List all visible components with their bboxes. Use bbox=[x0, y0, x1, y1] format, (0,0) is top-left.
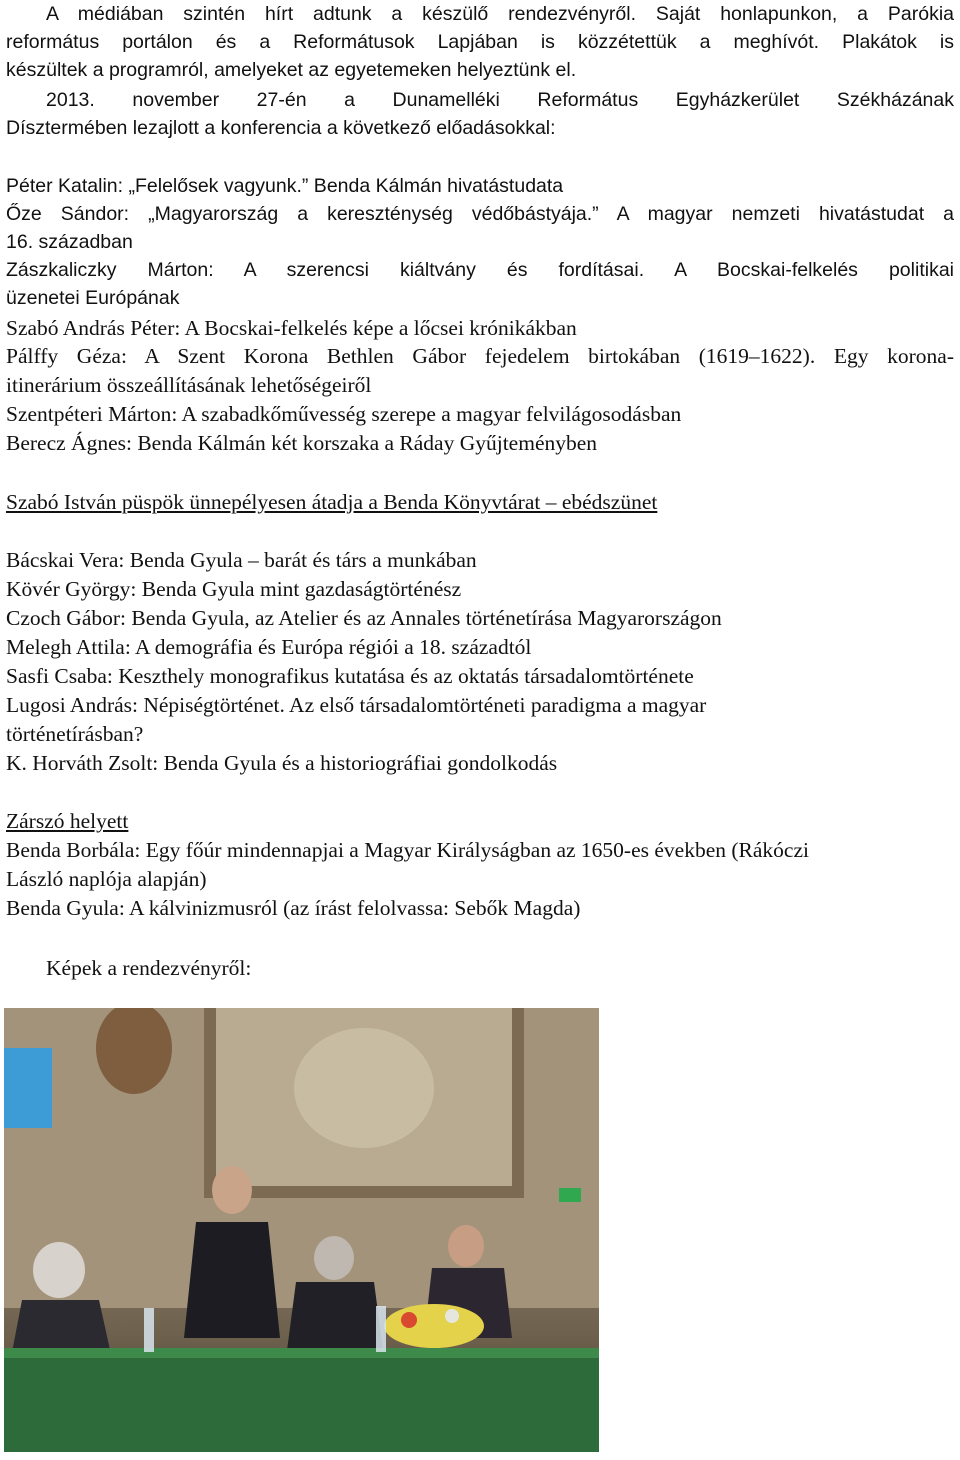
flower-arrangement bbox=[384, 1304, 484, 1348]
speaker-body bbox=[184, 1222, 280, 1338]
flower-red bbox=[401, 1312, 417, 1328]
program-item-2: Őze Sándor: „Magyarország a kereszténység védőbástyája.” A magyar nemzeti hivatástudat a bbox=[6, 203, 954, 225]
event-photo bbox=[4, 1008, 599, 1452]
intro-line-2: református portálon és a Reformátusok Lapjában is közzétettük a meghívót. Plakátok is bbox=[6, 31, 954, 53]
water-bottle bbox=[144, 1308, 154, 1352]
afternoon-item-6: Lugosi András: Népiségtörténet. Az első társadalomtörténeti paradigma a magyar bbox=[6, 693, 707, 717]
afternoon-item-4: Melegh Attila: A demográfia és Európa régiói a 18. századtól bbox=[6, 635, 532, 659]
speaker-head bbox=[212, 1166, 252, 1214]
exit-sign bbox=[559, 1188, 581, 1202]
program-item-7: Berecz Ágnes: Benda Kálmán két korszaka a Ráday Gyűjteményben bbox=[6, 431, 598, 455]
table-cloth bbox=[4, 1348, 599, 1452]
painting-detail bbox=[294, 1028, 434, 1148]
afternoon-item-1: Bácskai Vera: Benda Gyula – barát és társ a munkában bbox=[6, 548, 477, 572]
projection-screen bbox=[4, 1048, 52, 1128]
table-edge bbox=[4, 1348, 599, 1358]
program-item-3-cont: üzenetei Európának bbox=[6, 287, 180, 309]
program-item-4: Szabó András Péter: A Bocskai-felkelés képe a lőcsei krónikákban bbox=[6, 316, 577, 340]
afternoon-item-5: Sasfi Csaba: Keszthely monografikus kutatása és az oktatás társadalomtörténete bbox=[6, 664, 694, 688]
intro-line-1: A médiában szintén hírt adtunk a készülő rendezvényről. Saját honlapunkon, a Parókia bbox=[46, 3, 954, 25]
person-right-head bbox=[448, 1225, 484, 1267]
program-item-6: Szentpéteri Márton: A szabadkőművesség szerepe a magyar felvilágosodásban bbox=[6, 402, 682, 426]
program-item-2-cont: 16. században bbox=[6, 231, 133, 253]
flower-white bbox=[445, 1309, 459, 1323]
closing-heading: Zárszó helyett bbox=[6, 809, 129, 833]
closing-item-1: Benda Borbála: Egy főúr mindennapjai a Magyar Királyságban az 1650-es években (Rákóczi bbox=[6, 838, 809, 862]
afternoon-item-3: Czoch Gábor: Benda Gyula, az Atelier és az Annales történetírása Magyarországon bbox=[6, 606, 722, 630]
intro-line-5: Dísztermében lezajlott a konferencia a következő előadásokkal: bbox=[6, 117, 556, 139]
program-item-5-cont: itinerárium összeállításának lehetőségeiről bbox=[6, 373, 372, 397]
closing-item-2: Benda Gyula: A kálvinizmusról (az írást felolvassa: Sebők Magda) bbox=[6, 896, 581, 920]
intro-line-4: 2013. november 27-én a Dunamelléki Református Egyházkerület Székházának bbox=[46, 89, 954, 111]
person-middle-head bbox=[314, 1236, 354, 1280]
lunch-break-line: Szabó István püspök ünnepélyesen átadja a Benda Könyvtárat – ebédszünet bbox=[6, 490, 658, 514]
afternoon-item-6-cont: történetírásban? bbox=[6, 722, 144, 746]
event-photo-illustration bbox=[4, 1008, 599, 1452]
person-left-head bbox=[33, 1242, 85, 1298]
closing-item-1-cont: László naplója alapján) bbox=[6, 867, 207, 891]
afternoon-item-2: Kövér György: Benda Gyula mint gazdaságtörténész bbox=[6, 577, 462, 601]
intro-line-3: készültek a programról, amelyeket az egyetemeken helyeztünk el. bbox=[6, 59, 577, 81]
program-item-5: Pálffy Géza: A Szent Korona Bethlen Gábor fejedelem birtokában (1619–1622). Egy korona- bbox=[6, 344, 954, 368]
water-bottle-2 bbox=[376, 1306, 386, 1352]
program-item-3: Zászkaliczky Márton: A szerencsi kiáltvány és fordításai. A Bocskai-felkelés politikai bbox=[6, 259, 954, 281]
afternoon-item-7: K. Horváth Zsolt: Benda Gyula és a historiográfiai gondolkodás bbox=[6, 751, 558, 775]
person-middle-body bbox=[286, 1282, 384, 1358]
program-item-1: Péter Katalin: „Felelősek vagyunk.” Benda Kálmán hivatástudata bbox=[6, 175, 564, 197]
photos-caption: Képek a rendezvényről: bbox=[46, 956, 252, 980]
